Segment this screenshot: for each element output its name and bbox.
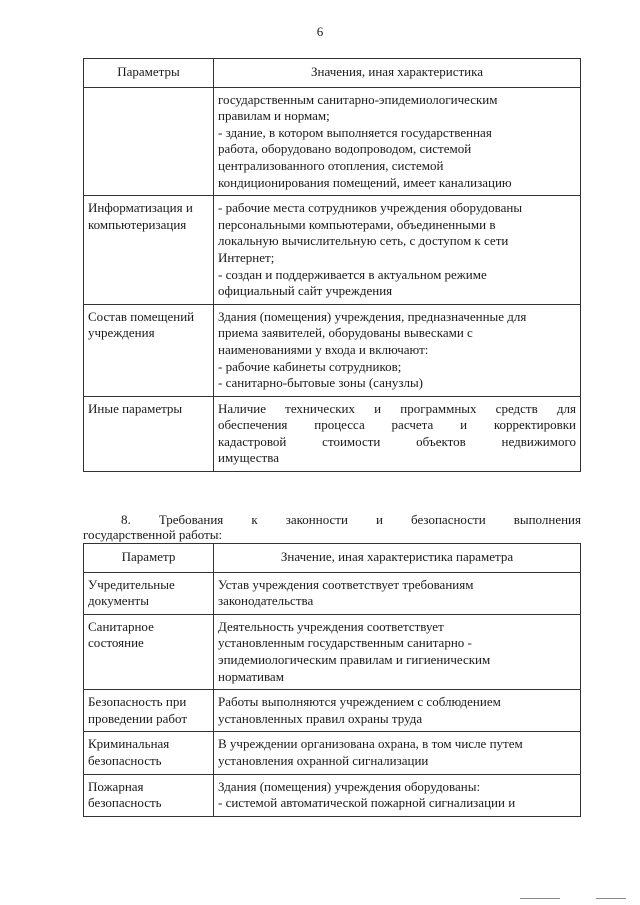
value-line: Здания (помещения) учреждения оборудованы: <box>218 778 481 794</box>
table-row <box>84 87 581 196</box>
value-line: В учреждении организована охрана, в том числе путем <box>218 736 523 752</box>
parameter-line: проведении работ <box>88 710 188 726</box>
value-line: - рабочие кабинеты сотрудников; <box>218 358 402 374</box>
value-line: локальную вычислительную сеть, с доступом к сети <box>218 233 509 249</box>
table-row <box>84 572 581 614</box>
value-line: Интернет; <box>218 249 275 265</box>
section-8-line-1: 8. Требования к законности и безопасности выполнения <box>121 512 581 527</box>
value-line: правилам и нормам; <box>218 108 330 124</box>
value-cell <box>214 572 581 614</box>
parameter-cell <box>84 690 214 732</box>
value-line: нормативам <box>218 668 284 684</box>
value-line: - системой автоматической пожарной сигнализации и <box>218 795 516 811</box>
value-line: кадастровой стоимости объектов недвижимого <box>218 433 576 449</box>
parameter-line: безопасность <box>88 795 162 811</box>
value-cell <box>214 304 581 396</box>
parameter-line: Состав помещений <box>88 308 195 324</box>
header-parameter-value: Значение, иная характеристика параметра <box>214 544 581 573</box>
table-row <box>84 396 581 471</box>
section-8-line-2: государственной работы: <box>83 527 223 542</box>
parameter-line: Учредительные <box>88 576 175 592</box>
value-cell <box>214 396 581 471</box>
value-line: приема заявителей, оборудованы вывесками с <box>218 325 473 341</box>
value-line: - санитарно-бытовые зоны (санузлы) <box>218 375 424 391</box>
value-line: Устав учреждения соответствует требованиям <box>218 576 474 592</box>
table-row <box>84 690 581 732</box>
parameter-cell <box>84 774 214 816</box>
parameter-cell <box>84 572 214 614</box>
value-line: эпидемиологическим правилам и гигиеническим <box>218 651 491 667</box>
value-line: работа, оборудовано водопроводом, системой <box>218 141 472 157</box>
page-number: 6 <box>316 24 324 39</box>
value-line: персональными компьютерами, объединенными в <box>218 216 496 232</box>
parameter-line: Санитарное <box>88 618 154 634</box>
parameter-line: Безопасность при <box>88 694 187 710</box>
parameter-cell <box>84 732 214 774</box>
value-line: Наличие технических и программных средств для <box>218 400 576 416</box>
parameter-cell <box>84 87 214 196</box>
header-parameter: Параметр <box>84 544 214 573</box>
header-values: Значения, иная характеристика <box>214 59 581 88</box>
parameter-line: учреждения <box>88 325 155 341</box>
table-header-row <box>84 59 581 88</box>
value-line: наименованиями у входа и включают: <box>218 341 429 357</box>
value-line: - создан и поддерживается в актуальном режиме <box>218 266 487 282</box>
requirements-table <box>83 543 581 817</box>
section-8-heading <box>83 512 581 542</box>
parameter-line: Пожарная <box>88 778 144 794</box>
parameter-cell <box>84 614 214 689</box>
value-line: официальный сайт учреждения <box>218 283 393 299</box>
parameters-table <box>83 58 581 472</box>
value-line: установленных правил охраны труда <box>218 710 423 726</box>
value-cell <box>214 87 581 196</box>
value-line: централизованного отопления, системой <box>218 157 444 173</box>
value-line: имущества <box>218 450 279 466</box>
scan-artifact-line <box>596 898 626 899</box>
header-parameters: Параметры <box>84 59 214 88</box>
parameter-cell <box>84 304 214 396</box>
value-line: установленным государственным санитарно - <box>218 635 472 651</box>
parameter-line: безопасность <box>88 752 162 768</box>
value-line: государственным санитарно-эпидемиологическим <box>218 91 498 107</box>
table-row <box>84 732 581 774</box>
parameter-line: Информатизация и <box>88 200 193 216</box>
value-line: - рабочие места сотрудников учреждения оборудованы <box>218 200 523 216</box>
parameter-line: Иные параметры <box>88 400 183 416</box>
value-cell <box>214 614 581 689</box>
table-row <box>84 774 581 816</box>
table-row <box>84 614 581 689</box>
value-cell <box>214 196 581 305</box>
value-line: Здания (помещения) учреждения, предназначенные для <box>218 308 527 324</box>
value-line: - здание, в котором выполняется государственная <box>218 124 492 140</box>
table-row <box>84 196 581 305</box>
parameter-line: компьютеризация <box>88 216 187 232</box>
value-line: установления охранной сигнализации <box>218 752 429 768</box>
value-line: Работы выполняются учреждением с соблюдением <box>218 694 501 710</box>
scan-artifact-line <box>520 898 560 899</box>
parameter-cell <box>84 196 214 305</box>
value-line: обеспечения процесса расчета и корректировки <box>218 417 576 433</box>
parameter-line: состояние <box>88 635 144 651</box>
value-line: Деятельность учреждения соответствует <box>218 618 444 634</box>
parameter-line: Криминальная <box>88 736 170 752</box>
value-line: законодательства <box>218 593 314 609</box>
table-row <box>84 304 581 396</box>
value-line: кондиционирования помещений, имеет канализацию <box>218 174 512 190</box>
value-cell <box>214 732 581 774</box>
parameter-line: документы <box>88 593 149 609</box>
table-header-row <box>84 544 581 573</box>
value-cell <box>214 774 581 816</box>
parameter-cell <box>84 396 214 471</box>
value-cell <box>214 690 581 732</box>
